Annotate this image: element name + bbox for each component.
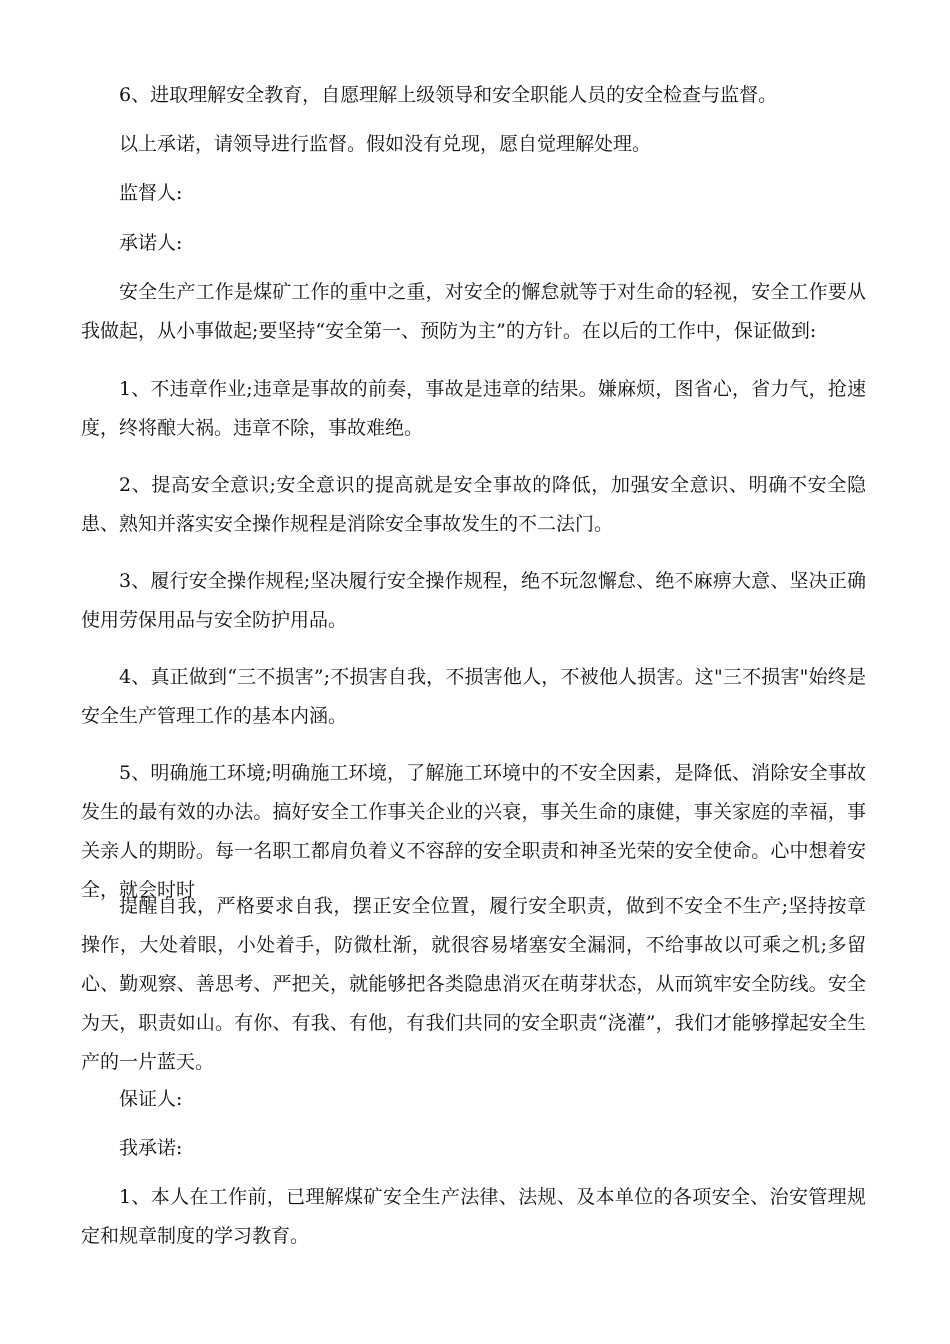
paragraph-promise-1: 1、本人在工作前，已理解煤矿安全生产法律、法规、及本单位的各项安全、治安管理规定和规章制度的学习教育。 — [81, 1186, 866, 1247]
paragraph-safety-closing: 提醒自我，严格要求自我，摆正安全位置，履行安全职责，做到不安全不生产;坚持按章操作，大处着眼，小处着手，防微杜渐，就很容易堵塞安全漏洞，不给事故以可乘之机;多留心、勤观察、善思考、严把关，就能够把各类隐患消灭在萌芽状态，从而筑牢安全防线。安全为天，职责如山。有你、有我、有他，有我们共同的安全职责“浇灌”，我们才能够撑起安全生产的一片蓝天。 — [81, 895, 866, 1073]
paragraph-safety-intro: 安全生产工作是煤矿工作的重中之重，对安全的懈怠就等于对生命的轻视，安全工作要从我做起，从小事做起;要坚持“安全第一、预防为主”的方针。在以后的工作中，保证做到: — [81, 281, 866, 342]
guarantor-label: 保证人: — [119, 1088, 183, 1110]
paragraph-point-4: 4、真正做到“三不损害”;不损害自我，不损害他人，不被他人损害。这"三不损害"始终是安全生产管理工作的基本内涵。 — [81, 666, 866, 727]
paragraph-point-5: 5、明确施工环境;明确施工环境，了解施工环境中的不安全因素，是降低、消除安全事故发生的最有效的办法。搞好安全工作事关企业的兴衰，事关生命的康健，事关家庭的幸福，事关亲人的期盼。每一名职工都肩负着义不容辞的安全职责和神圣光荣的安全使命。心中想着安全，就会时时 — [81, 762, 866, 901]
supervisor-label: 监督人: — [119, 182, 183, 204]
paragraph-point-3: 3、履行安全操作规程;坚决履行安全操作规程，绝不玩忽懈怠、绝不麻痹大意、坚决正确使用劳保用品与安全防护用品。 — [81, 570, 866, 631]
promisor-label: 承诺人: — [119, 232, 183, 254]
paragraph-point-2: 2、提高安全意识;安全意识的提高就是安全事故的降低，加强安全意识、明确不安全隐患、熟知并落实安全操作规程是消除安全事故发生的不二法门。 — [81, 474, 866, 535]
paragraph-commitment-supervision: 以上承诺，请领导进行监督。假如没有兑现，愿自觉理解处理。 — [119, 133, 652, 155]
paragraph-item-6: 6、进取理解安全教育，自愿理解上级领导和安全职能人员的安全检查与监督。 — [119, 84, 778, 106]
i-promise-label: 我承诺: — [119, 1137, 183, 1159]
paragraph-point-1: 1、不违章作业;违章是事故的前奏，事故是违章的结果。嫌麻烦，图省心，省力气，抢速度，终将酿大祸。违章不除，事故难绝。 — [81, 378, 866, 439]
